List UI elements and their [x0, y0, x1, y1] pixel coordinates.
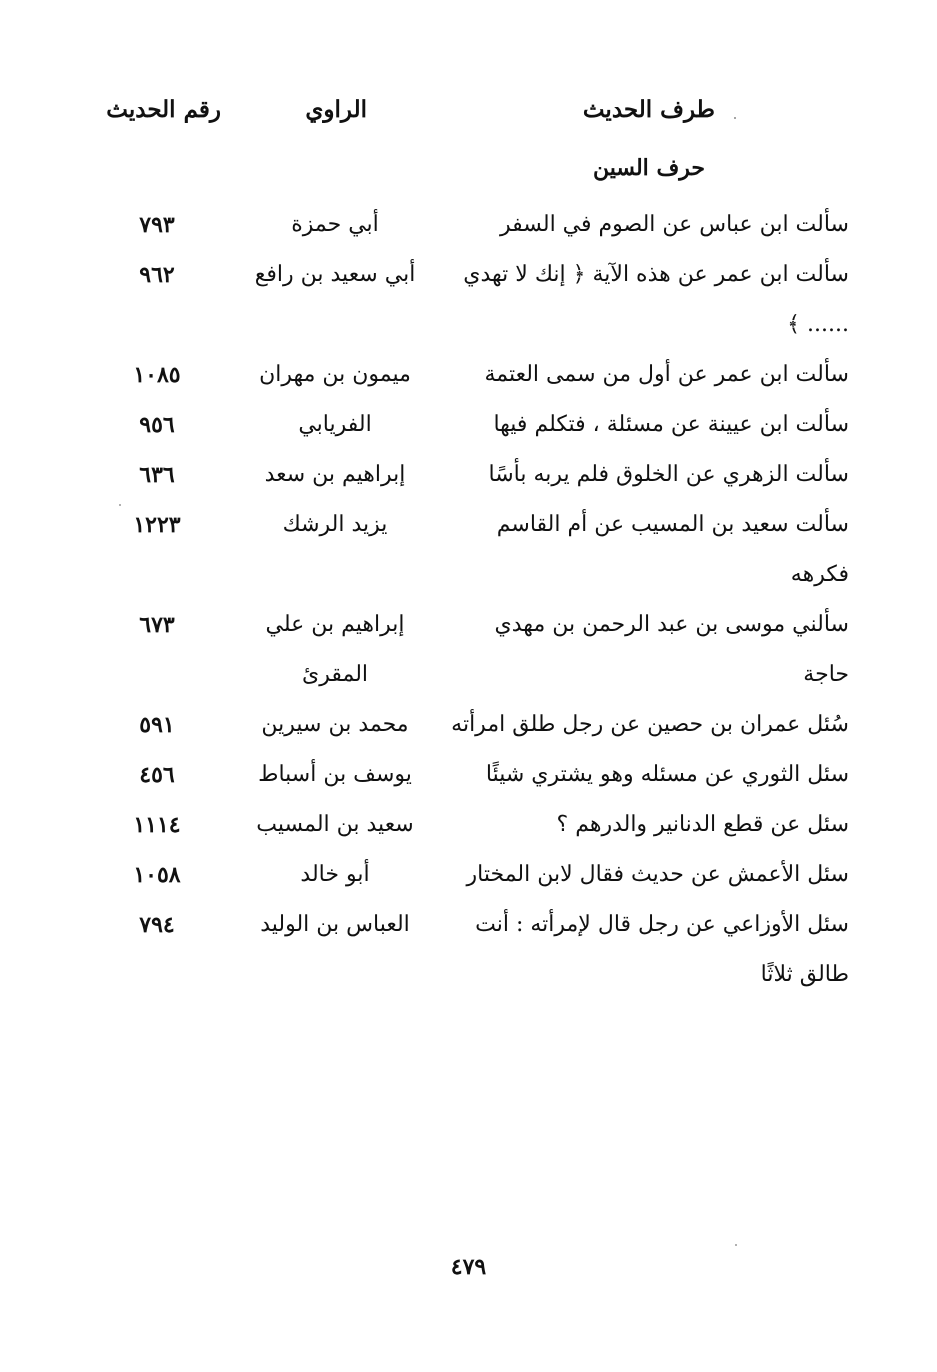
- table-row: [0, 850, 937, 900]
- column-header-narrator: الراوي: [305, 96, 367, 123]
- table-row: [0, 700, 937, 750]
- hadith-text: سألت ابن عيينة عن مسئلة ، فتكلم فيها: [493, 412, 849, 437]
- narrator: العباس بن الوليد: [260, 912, 410, 937]
- table-row: [0, 800, 937, 850]
- index-table: [0, 200, 937, 1000]
- hadith-number: ١٠٨٥: [133, 362, 181, 388]
- hadith-number: ٦٣٦: [139, 462, 175, 488]
- scan-speck: [734, 117, 736, 119]
- narrator: أبي حمزة: [291, 212, 379, 237]
- hadith-number: ٩٦٢: [139, 262, 175, 288]
- table-row: [0, 250, 937, 350]
- narrator: يوسف بن أسباط: [258, 762, 412, 787]
- table-row: [0, 900, 937, 1000]
- hadith-text: سئل الأوزاعي عن رجل قال لإمرأته : أنت طالق ثلاثًا: [475, 912, 849, 987]
- narrator: إبراهيم بن علي المقرئ: [265, 612, 405, 687]
- page-number: ٤٧٩: [450, 1254, 487, 1280]
- narrator: أبو خالد: [300, 862, 370, 887]
- table-row: [0, 500, 937, 600]
- narrator: أبي سعيد بن رافع: [254, 262, 416, 287]
- hadith-number: ٥٩١: [139, 712, 175, 738]
- hadith-number: ٤٥٦: [139, 762, 175, 788]
- hadith-number: ٧٩٤: [139, 912, 175, 938]
- hadith-number: ٧٩٣: [139, 212, 175, 238]
- column-header-hadith: طرف الحديث: [582, 96, 715, 123]
- narrator: إبراهيم بن سعد: [264, 462, 406, 487]
- narrator: سعيد بن المسيب: [256, 812, 414, 837]
- narrator: الفريابي: [298, 412, 372, 437]
- hadith-number: ١١١٤: [133, 812, 181, 838]
- table-row: [0, 350, 937, 400]
- hadith-number: ١٢٢٣: [133, 512, 181, 538]
- hadith-text: سألت ابن عمر عن هذه الآية ﴿ إنك لا تهدي ...... ﴾: [463, 262, 849, 337]
- hadith-number: ١٠٥٨: [133, 862, 181, 888]
- narrator: ميمون بن مهران: [259, 362, 411, 387]
- hadith-text: سئل عن قطع الدنانير والدرهم ؟: [556, 812, 849, 837]
- hadith-number: ٦٧٣: [139, 612, 175, 638]
- narrator: محمد بن سيرين: [261, 712, 409, 737]
- hadith-text: سُئل عمران بن حصين عن رجل طلق امرأته: [451, 712, 849, 737]
- table-row: [0, 600, 937, 700]
- hadith-text: سألت ابن عباس عن الصوم في السفر: [499, 212, 849, 237]
- narrator: يزيد الرشك: [282, 512, 388, 537]
- table-row: [0, 750, 937, 800]
- hadith-text: سألني موسى بن عبد الرحمن بن مهدي حاجة: [494, 612, 849, 687]
- section-title: حرف السين: [592, 155, 705, 181]
- hadith-number: ٩٥٦: [139, 412, 175, 438]
- hadith-text: سئل الأعمش عن حديث فقال لابن المختار: [466, 862, 849, 887]
- hadith-text: سألت الزهري عن الخلوق فلم يربه بأسًا: [488, 462, 849, 487]
- table-row: [0, 450, 937, 500]
- hadith-text: سئل الثوري عن مسئله وهو يشتري شيئًا: [485, 762, 849, 787]
- hadith-text: سألت ابن عمر عن أول من سمى العتمة: [484, 362, 849, 387]
- column-header-number: رقم الحديث: [106, 96, 221, 123]
- table-row: [0, 200, 937, 250]
- hadith-text: سألت سعيد بن المسيب عن أم القاسم فكرهه: [496, 512, 849, 587]
- scan-speck: [735, 1244, 737, 1246]
- table-row: [0, 400, 937, 450]
